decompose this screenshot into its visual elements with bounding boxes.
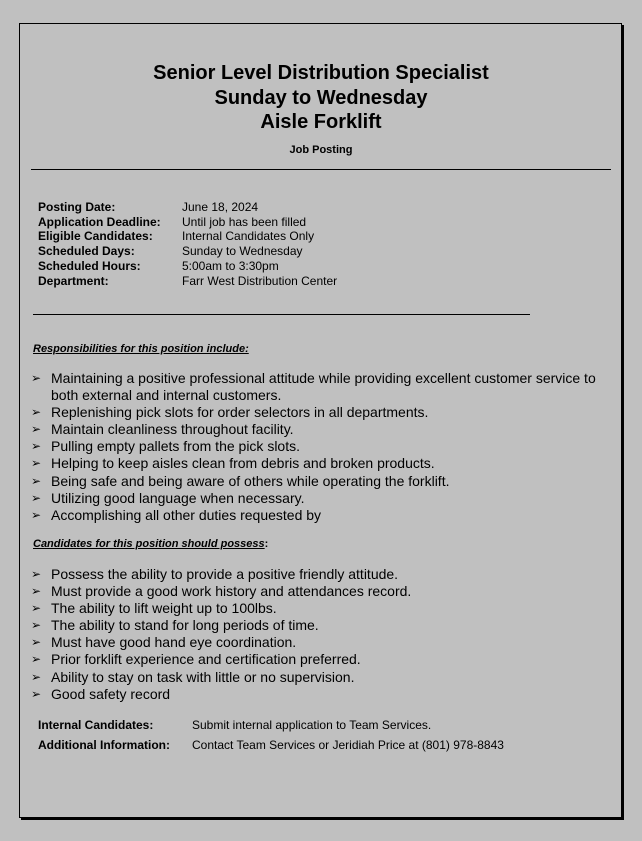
qualifications-list <box>31 566 621 703</box>
arrow-bullet-icon: ➢ <box>31 601 42 616</box>
footer-value: Contact Team Services or Jeridiah Price at (801) 978-8843 <box>192 737 504 752</box>
footer-value: Submit internal application to Team Services. <box>192 718 432 732</box>
arrow-bullet-icon: ➢ <box>31 652 42 667</box>
list-item <box>31 617 621 634</box>
list-item <box>31 600 621 617</box>
qualifications-heading-colon: : <box>264 538 269 550</box>
info-label: Scheduled Days: <box>38 244 135 259</box>
arrow-bullet-icon: ➢ <box>31 669 42 684</box>
list-item-text: Being safe and being aware of others while operating the forklift. <box>51 472 450 489</box>
info-label: Application Deadline: <box>38 214 161 229</box>
list-item-text: Prior forklift experience and certification preferred. <box>51 651 361 668</box>
info-row <box>38 229 337 244</box>
list-item-text: Utilizing good language when necessary. <box>51 489 305 506</box>
info-row <box>38 274 337 289</box>
list-item <box>31 473 621 490</box>
arrow-bullet-icon: ➢ <box>31 490 42 505</box>
responsibilities-heading <box>33 343 249 355</box>
divider <box>33 314 530 315</box>
list-item <box>31 455 621 472</box>
info-value: June 18, 2024 <box>182 200 259 214</box>
footer-row <box>38 736 504 756</box>
list-item-text: The ability to stand for long periods of time. <box>51 617 319 634</box>
footer-label: Additional Information: <box>38 737 170 752</box>
arrow-bullet-icon: ➢ <box>31 618 42 633</box>
info-label: Eligible Candidates: <box>38 229 153 244</box>
list-item <box>31 490 621 507</box>
info-label: Posting Date: <box>38 200 116 214</box>
list-item-text: Must provide a good work history and attendances record. <box>51 583 412 600</box>
title-line: Aisle Forklift <box>260 111 382 133</box>
arrow-bullet-icon: ➢ <box>31 456 42 471</box>
qualifications-heading-text: Candidates for this position should possess <box>33 538 265 550</box>
info-row <box>38 215 337 230</box>
list-item-text: Helping to keep aisles clean from debris and broken products. <box>51 455 435 472</box>
info-value: Internal Candidates Only <box>182 229 315 244</box>
list-item <box>31 686 621 703</box>
arrow-bullet-icon: ➢ <box>31 439 42 454</box>
list-item-text: The ability to lift weight up to 100lbs. <box>51 600 277 617</box>
list-item-text: Ability to stay on task with little or no supervision. <box>51 668 355 685</box>
info-row <box>38 259 337 274</box>
responsibilities-list <box>31 370 621 524</box>
list-item-text: Maintaining a positive professional attitude while providing excellent customer service to both external and internal customers. <box>51 370 596 404</box>
arrow-bullet-icon: ➢ <box>31 635 42 650</box>
info-value: 5:00am to 3:30pm <box>182 258 279 273</box>
info-row <box>38 200 337 215</box>
list-item <box>31 507 621 524</box>
list-item <box>31 370 621 404</box>
list-item <box>31 669 621 686</box>
arrow-bullet-icon: ➢ <box>31 507 42 522</box>
list-item <box>31 583 621 600</box>
list-item <box>31 421 621 438</box>
arrow-bullet-icon: ➢ <box>31 473 42 488</box>
arrow-bullet-icon: ➢ <box>31 371 42 385</box>
footer-label: Internal Candidates: <box>38 718 154 732</box>
list-item <box>31 404 621 421</box>
list-item <box>31 634 621 651</box>
posting-subtitle: Job Posting <box>289 144 353 156</box>
list-item-text: Good safety record <box>51 685 171 702</box>
list-item-text: Maintain cleanliness throughout facility. <box>51 421 294 438</box>
arrow-bullet-icon: ➢ <box>31 422 42 437</box>
posting-info <box>38 200 337 288</box>
posting-title <box>0 61 642 135</box>
responsibilities-heading-text: Responsibilities for this position include: <box>33 343 249 355</box>
info-label: Scheduled Hours: <box>38 258 141 273</box>
info-value: Farr West Distribution Center <box>182 273 338 288</box>
list-item-text: Must have good hand eye coordination. <box>51 634 297 651</box>
footer-info <box>38 716 504 755</box>
info-label: Department: <box>38 273 109 288</box>
info-row <box>38 244 337 259</box>
arrow-bullet-icon: ➢ <box>31 584 42 599</box>
list-item-text: Possess the ability to provide a positive friendly attitude. <box>51 566 399 582</box>
list-item <box>31 651 621 668</box>
title-line: Sunday to Wednesday <box>214 86 428 109</box>
arrow-bullet-icon: ➢ <box>31 686 42 701</box>
footer-row <box>38 716 504 736</box>
list-item <box>31 438 621 455</box>
arrow-bullet-icon: ➢ <box>31 567 42 581</box>
arrow-bullet-icon: ➢ <box>31 405 42 420</box>
info-value: Until job has been filled <box>182 214 307 229</box>
list-item <box>31 566 621 583</box>
divider <box>31 169 611 170</box>
list-item-text: Replenishing pick slots for order selectors in all departments. <box>51 404 429 421</box>
qualifications-heading <box>33 538 268 550</box>
title-line: Senior Level Distribution Specialist <box>153 62 489 84</box>
list-item-text: Pulling empty pallets from the pick slots. <box>51 438 300 455</box>
list-item-text: Accomplishing all other duties requested by <box>51 506 322 523</box>
info-value: Sunday to Wednesday <box>182 244 303 259</box>
